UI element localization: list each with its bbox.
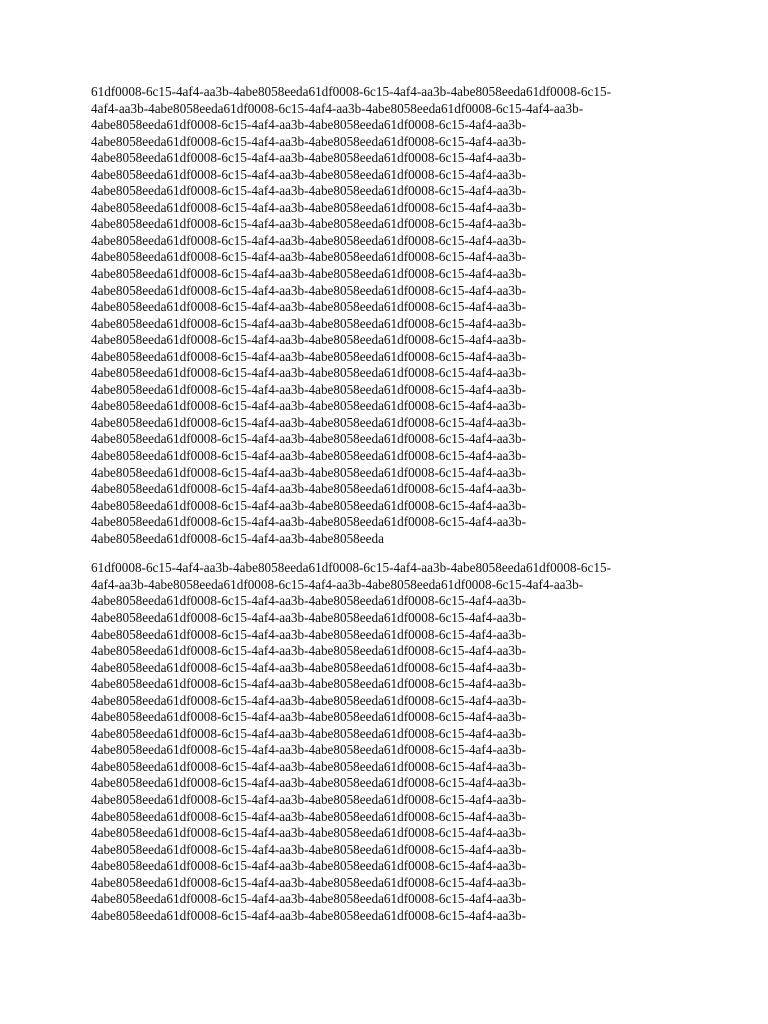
text-line: 4abe8058eeda61df0008-6c15-4af4-aa3b-4abe8058eeda61df0008-6c15-4af4-aa3b- xyxy=(91,133,526,149)
text-line: 4abe8058eeda61df0008-6c15-4af4-aa3b-4abe8058eeda61df0008-6c15-4af4-aa3b- xyxy=(91,593,526,609)
text-line: 4abe8058eeda61df0008-6c15-4af4-aa3b-4abe8058eeda61df0008-6c15-4af4-aa3b- xyxy=(91,692,526,708)
paragraph-2 xyxy=(91,560,659,924)
paragraph-1 xyxy=(91,84,659,547)
text-line: 4abe8058eeda61df0008-6c15-4af4-aa3b-4abe8058eeda61df0008-6c15-4af4-aa3b- xyxy=(91,381,526,397)
text-line: 4abe8058eeda61df0008-6c15-4af4-aa3b-4abe8058eeda61df0008-6c15-4af4-aa3b- xyxy=(91,150,526,166)
text-line: 4abe8058eeda61df0008-6c15-4af4-aa3b-4abe8058eeda61df0008-6c15-4af4-aa3b- xyxy=(91,643,526,659)
text-line: 4abe8058eeda61df0008-6c15-4af4-aa3b-4abe8058eeda61df0008-6c15-4af4-aa3b- xyxy=(91,431,526,447)
text-line: 4abe8058eeda61df0008-6c15-4af4-aa3b-4abe8058eeda61df0008-6c15-4af4-aa3b- xyxy=(91,841,526,857)
text-line: 4af4-aa3b-4abe8058eeda61df0008-6c15-4af4-aa3b-4abe8058eeda61df0008-6c15-4af4-aa3b- xyxy=(91,100,584,116)
text-line: 4abe8058eeda61df0008-6c15-4af4-aa3b-4abe8058eeda61df0008-6c15-4af4-aa3b- xyxy=(91,216,526,232)
text-line: 61df0008-6c15-4af4-aa3b-4abe8058eeda61df0008-6c15-4af4-aa3b-4abe8058eeda61df0008-6c15- xyxy=(91,84,611,99)
text-line: 61df0008-6c15-4af4-aa3b-4abe8058eeda61df0008-6c15-4af4-aa3b-4abe8058eeda61df0008-6c15- xyxy=(91,560,611,576)
text-line: 4abe8058eeda61df0008-6c15-4af4-aa3b-4abe8058eeda61df0008-6c15-4af4-aa3b- xyxy=(91,514,526,530)
text-line: 4abe8058eeda61df0008-6c15-4af4-aa3b-4abe8058eeda61df0008-6c15-4af4-aa3b- xyxy=(91,448,526,464)
text-line: 4abe8058eeda61df0008-6c15-4af4-aa3b-4abe8058eeda61df0008-6c15-4af4-aa3b- xyxy=(91,299,526,315)
text-line: 4abe8058eeda61df0008-6c15-4af4-aa3b-4abe8058eeda61df0008-6c15-4af4-aa3b- xyxy=(91,626,526,642)
text-line: 4abe8058eeda61df0008-6c15-4af4-aa3b-4abe8058eeda61df0008-6c15-4af4-aa3b- xyxy=(91,676,526,692)
text-line: 4abe8058eeda61df0008-6c15-4af4-aa3b-4abe8058eeda61df0008-6c15-4af4-aa3b- xyxy=(91,481,526,497)
text-line: 4abe8058eeda61df0008-6c15-4af4-aa3b-4abe8058eeda61df0008-6c15-4af4-aa3b- xyxy=(91,315,526,331)
document-page xyxy=(91,84,659,937)
text-line: 4abe8058eeda61df0008-6c15-4af4-aa3b-4abe8058eeda61df0008-6c15-4af4-aa3b- xyxy=(91,166,526,182)
text-line: 4abe8058eeda61df0008-6c15-4af4-aa3b-4abe8058eeda61df0008-6c15-4af4-aa3b- xyxy=(91,891,526,907)
text-line: 4abe8058eeda61df0008-6c15-4af4-aa3b-4abe8058eeda61df0008-6c15-4af4-aa3b- xyxy=(91,249,526,265)
text-line: 4abe8058eeda61df0008-6c15-4af4-aa3b-4abe8058eeda61df0008-6c15-4af4-aa3b- xyxy=(91,348,526,364)
text-line: 4abe8058eeda61df0008-6c15-4af4-aa3b-4abe8058eeda61df0008-6c15-4af4-aa3b- xyxy=(91,398,526,414)
text-line: 4abe8058eeda61df0008-6c15-4af4-aa3b-4abe8058eeda61df0008-6c15-4af4-aa3b- xyxy=(91,808,526,824)
text-line: 4abe8058eeda61df0008-6c15-4af4-aa3b-4abe8058eeda61df0008-6c15-4af4-aa3b- xyxy=(91,282,526,298)
text-line: 4abe8058eeda61df0008-6c15-4af4-aa3b-4abe8058eeda61df0008-6c15-4af4-aa3b- xyxy=(91,725,526,741)
text-line: 4abe8058eeda61df0008-6c15-4af4-aa3b-4abe8058eeda61df0008-6c15-4af4-aa3b- xyxy=(91,414,526,430)
text-line: 4abe8058eeda61df0008-6c15-4af4-aa3b-4abe8058eeda61df0008-6c15-4af4-aa3b- xyxy=(91,497,526,513)
text-line: 4abe8058eeda61df0008-6c15-4af4-aa3b-4abe8058eeda61df0008-6c15-4af4-aa3b- xyxy=(91,659,526,675)
text-line: 4abe8058eeda61df0008-6c15-4af4-aa3b-4abe8058eeda61df0008-6c15-4af4-aa3b- xyxy=(91,464,526,480)
text-line: 4abe8058eeda61df0008-6c15-4af4-aa3b-4abe8058eeda61df0008-6c15-4af4-aa3b- xyxy=(91,825,526,841)
text-line: 4af4-aa3b-4abe8058eeda61df0008-6c15-4af4-aa3b-4abe8058eeda61df0008-6c15-4af4-aa3b- xyxy=(91,576,584,592)
text-line: 4abe8058eeda61df0008-6c15-4af4-aa3b-4abe8058eeda61df0008-6c15-4af4-aa3b- xyxy=(91,709,526,725)
text-line: 4abe8058eeda61df0008-6c15-4af4-aa3b-4abe8058eeda61df0008-6c15-4af4-aa3b- xyxy=(91,183,526,199)
text-line: 4abe8058eeda61df0008-6c15-4af4-aa3b-4abe8058eeda61df0008-6c15-4af4-aa3b- xyxy=(91,858,526,874)
text-line: 4abe8058eeda61df0008-6c15-4af4-aa3b-4abe8058eeda61df0008-6c15-4af4-aa3b- xyxy=(91,332,526,348)
text-line: 4abe8058eeda61df0008-6c15-4af4-aa3b-4abe8058eeda61df0008-6c15-4af4-aa3b- xyxy=(91,117,526,133)
text-line: 4abe8058eeda61df0008-6c15-4af4-aa3b-4abe8058eeda61df0008-6c15-4af4-aa3b- xyxy=(91,791,526,807)
text-line: 4abe8058eeda61df0008-6c15-4af4-aa3b-4abe8058eeda61df0008-6c15-4af4-aa3b- xyxy=(91,266,526,282)
text-line: 4abe8058eeda61df0008-6c15-4af4-aa3b-4abe8058eeda61df0008-6c15-4af4-aa3b- xyxy=(91,874,526,890)
text-line: 4abe8058eeda61df0008-6c15-4af4-aa3b-4abe8058eeda61df0008-6c15-4af4-aa3b- xyxy=(91,199,526,215)
text-line: 4abe8058eeda61df0008-6c15-4af4-aa3b-4abe8058eeda61df0008-6c15-4af4-aa3b- xyxy=(91,742,526,758)
text-line: 4abe8058eeda61df0008-6c15-4af4-aa3b-4abe8058eeda61df0008-6c15-4af4-aa3b- xyxy=(91,365,526,381)
text-line: 4abe8058eeda61df0008-6c15-4af4-aa3b-4abe8058eeda61df0008-6c15-4af4-aa3b- xyxy=(91,232,526,248)
text-line: 4abe8058eeda61df0008-6c15-4af4-aa3b-4abe8058eeda61df0008-6c15-4af4-aa3b- xyxy=(91,758,526,774)
text-line: 4abe8058eeda61df0008-6c15-4af4-aa3b-4abe8058eeda61df0008-6c15-4af4-aa3b- xyxy=(91,907,526,923)
text-line: 4abe8058eeda61df0008-6c15-4af4-aa3b-4abe8058eeda61df0008-6c15-4af4-aa3b- xyxy=(91,775,526,791)
text-line: 4abe8058eeda61df0008-6c15-4af4-aa3b-4abe8058eeda61df0008-6c15-4af4-aa3b- xyxy=(91,609,526,625)
text-line: 4abe8058eeda61df0008-6c15-4af4-aa3b-4abe8058eeda xyxy=(91,530,384,546)
